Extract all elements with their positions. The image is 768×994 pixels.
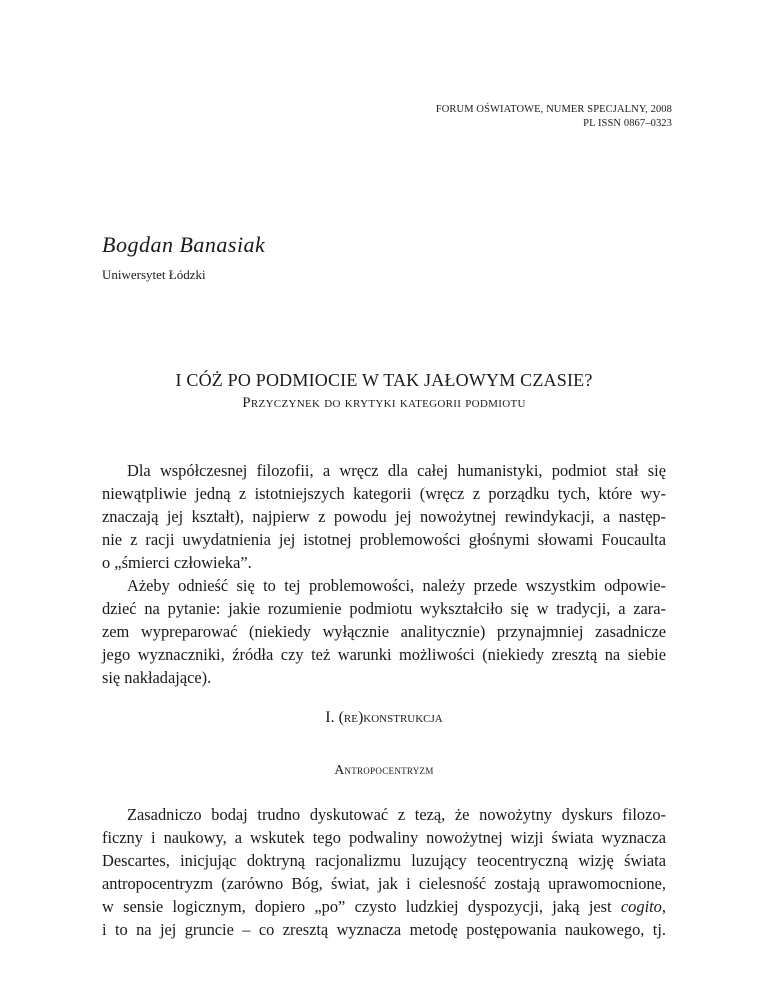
paragraph-line: i to na jej gruncie – co zresztą wyznacza metodę postępowania naukowego, tj. [102,920,666,939]
line-text: w sensie logicznym, dopiero „po” czysto ludzkiej dyspozycji, jaką jest [102,897,612,916]
article-title: I CÓŻ PO PODMIOCIE W TAK JAŁOWYM CZASIE? [175,370,593,390]
paragraph-line: jego wyznaczniki, źródła czy też warunki możliwości (niekiedy zresztą na siebie [102,645,666,664]
paragraph-line: Dla współczesnej filozofii, a wręcz dla całej humanistyki, podmiot stał się [127,461,666,480]
affiliation: Uniwersytet Łódzki [102,267,206,282]
subsection-heading: Antropocentryzm [334,762,434,777]
paragraph-line: antropocentryzm (zarówno Bóg, świat, jak i cielesność zostają uprawomocnione, [102,874,666,893]
paragraph-line: znaczają jej kształt), najpierw z powodu jej nowożytnej rewindykacji, a następ- [102,507,666,526]
paragraph-line: się nakładające). [102,668,212,687]
paragraph-line: zem wypreparować (niekiedy wyłącznie analitycznie) przynajmniej zasadnicze [102,622,666,641]
italic-term: cogito [620,897,662,916]
paragraph-line [102,895,666,918]
paragraph-line: niewątpliwie jedną z istotniejszych kategorii (wręcz z porządku tych, które wy- [102,484,666,503]
section-heading: I. (re)konstrukcja [325,709,443,726]
article-subtitle: Przyczynek do krytyki kategorii podmiotu [242,395,526,411]
paragraph-line: Zasadniczo bodaj trudno dyskutować z tezą, że nowożytny dyskurs filozo- [127,805,666,824]
paragraph-line: Descartes, inicjując doktryną racjonalizmu luzujący teocentryczną wizję świata [102,851,666,870]
paragraph-line: nie z racji uwydatnienia jej istotnej problemowości głośnymi słowami Foucaulta [102,530,666,549]
issn: PL ISSN 0867–0323 [583,118,672,129]
author-name: Bogdan Banasiak [102,232,266,257]
paragraph-line: o „śmierci człowieka”. [102,553,252,572]
main-text [102,803,666,941]
paragraph-line: dzieć na pytanie: jakie rozumienie podmiotu wykształciło się w tradycji, a zara- [102,599,666,618]
journal-name: FORUM OŚWIATOWE, NUMER SPECJALNY, 2008 [435,104,672,115]
paragraph-line: ficzny i naukowy, a wskutek tego podwaliny nowożytnej wizji świata wyznacza [102,828,666,847]
punctuation: , [661,897,666,916]
intro-text [102,459,666,689]
journal-header [436,103,672,131]
paragraph-line: Ażeby odnieść się to tej problemowości, należy przede wszystkim odpowie- [127,576,666,595]
